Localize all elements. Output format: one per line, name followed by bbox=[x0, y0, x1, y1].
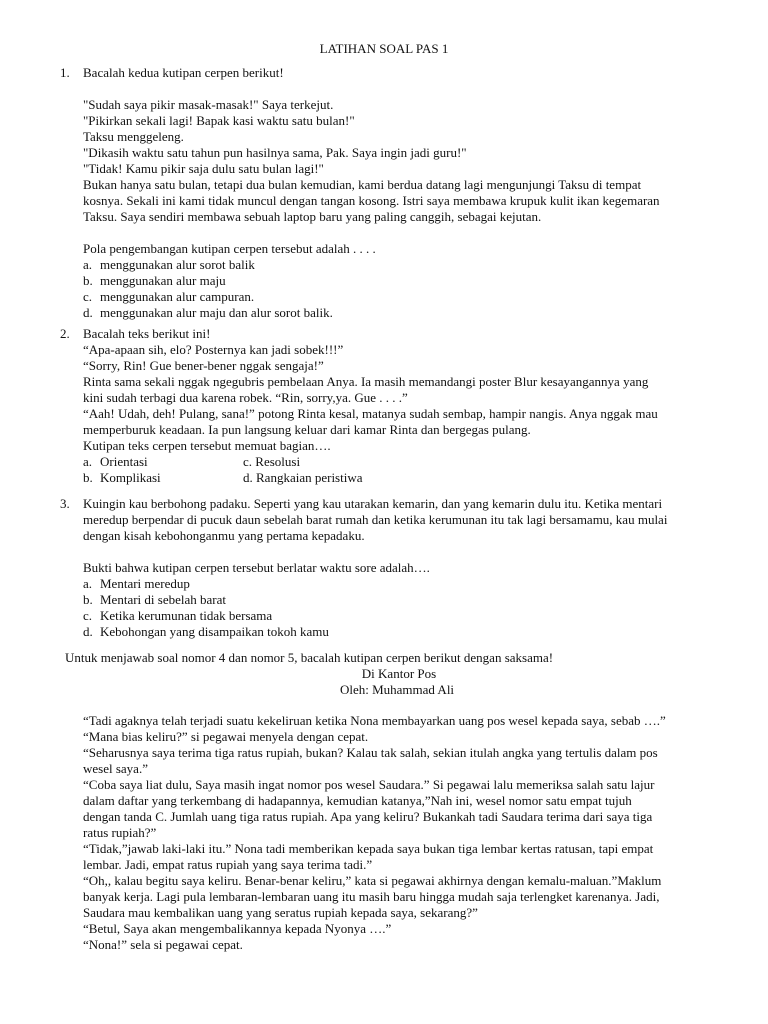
question-prompt: Kutipan teks cerpen tersebut memuat bagian…. bbox=[83, 438, 331, 453]
question-number: 2. bbox=[60, 326, 70, 341]
excerpt-line: "Pikirkan sekali lagi! Bapak kasi waktu satu bulan!" bbox=[83, 113, 355, 128]
answer-option: b. menggunakan alur maju bbox=[83, 273, 226, 288]
story-line: ratus rupiah?” bbox=[83, 825, 157, 840]
story-line: Saudara mau kembalikan uang yang seratus rupiah kepada saya, sekarang?” bbox=[83, 905, 478, 920]
excerpt-line: dengan kisah kebohonganmu yang pertama kepadaku. bbox=[83, 528, 365, 543]
answer-option-row: a. Orientasi c. Resolusi bbox=[83, 454, 301, 469]
story-line: “Betul, Saya akan mengembalikannya kepada Nyonya ….” bbox=[83, 921, 392, 936]
excerpt-line: "Dikasih waktu satu tahun pun hasilnya sama, Pak. Saya ingin jadi guru!" bbox=[83, 145, 467, 160]
story-line: “Coba saya liat dulu, Saya masih ingat nomor pos wesel Saudara.” Si pegawai lalu memeriksa salah satu lajur bbox=[83, 777, 655, 792]
question-intro: Bacalah kedua kutipan cerpen berikut! bbox=[83, 65, 284, 80]
story-line: dalam daftar yang terkembang di hadapannya, kemudian katanya,”Nah ini, wesel nomor satu empat tujuh bbox=[83, 793, 632, 808]
question-1 bbox=[60, 65, 740, 321]
excerpt-line: “Sorry, Rin! Gue bener-bener nggak sengaja!” bbox=[83, 358, 324, 373]
question-number: 1. bbox=[60, 65, 70, 80]
story-line: wesel saya.” bbox=[83, 761, 148, 776]
answer-option: d. menggunakan alur maju dan alur sorot balik. bbox=[83, 305, 333, 320]
instruction-text: Untuk menjawab soal nomor 4 dan nomor 5, bacalah kutipan cerpen berikut dengan saksama! bbox=[65, 650, 554, 665]
answer-option: c. Ketika kerumunan tidak bersama bbox=[83, 608, 273, 623]
answer-option: a. menggunakan alur sorot balik bbox=[83, 257, 255, 272]
excerpt-line: “Aah! Udah, deh! Pulang, sana!” potong Rinta kesal, matanya sudah sembap, hampir nangis. Anya nggak mau bbox=[83, 406, 658, 421]
excerpt-line: kini sudah terbagi dua karena robek. “Rin, sorry,ya. Gue . . . .” bbox=[83, 390, 408, 405]
excerpt-line: Taksu. Saya sendiri membawa sebuah laptop baru yang paling canggih, sebagai kejutan. bbox=[83, 209, 542, 224]
story-title: Di Kantor Pos bbox=[361, 666, 437, 681]
excerpt-line: memperburuk keadaan. Ia pun langsung keluar dari kamar Rinta dan bergegas pulang. bbox=[83, 422, 531, 437]
excerpt-line: kosnya. Sekali ini kami tidak muncul dengan tangan kosong. Istri saya membawa krupuk kulit ikan kegemaran bbox=[83, 193, 660, 208]
question-number: 3. bbox=[60, 496, 70, 511]
story-line: banyak kerja. Lagi pula lembaran-lembaran uang itu masih baru hingga mudah saja terlengket karenanya. Jadi, bbox=[83, 889, 660, 904]
question-2 bbox=[60, 326, 740, 486]
story-line: “Nona!” sela si pegawai cepat. bbox=[83, 937, 243, 952]
answer-option: c. menggunakan alur campuran. bbox=[83, 289, 255, 304]
story-line: “Tidak,”jawab laki-laki itu.” Nona tadi memberikan kepada saya bukan tiga lembar kertas ratusan, tapi empat bbox=[83, 841, 654, 856]
answer-option: d. Kebohongan yang disampaikan tokoh kamu bbox=[83, 624, 329, 639]
excerpt-line: "Sudah saya pikir masak-masak!" Saya terkejut. bbox=[83, 97, 334, 112]
excerpt-line: Taksu menggeleng. bbox=[83, 129, 184, 144]
story-line: dengan tanda C. Jumlah uang tiga ratus rupiah. Apa yang keliru? Bukankah tadi Saudara terima dari saya tiga bbox=[83, 809, 653, 824]
question-intro: Bacalah teks berikut ini! bbox=[83, 326, 211, 341]
story-line: “Seharusnya saya terima tiga ratus rupiah, bukan? Kalau tak salah, sekian itulah angka yang tertulis dalam pos bbox=[83, 745, 658, 760]
excerpt-line: “Apa-apaan sih, elo? Posternya kan jadi sobek!!!” bbox=[83, 342, 344, 357]
story-line: lembar. Jadi, empat ratus rupiah yang saya terima tadi.” bbox=[83, 857, 373, 872]
question-3 bbox=[60, 496, 740, 640]
answer-option: b. Mentari di sebelah barat bbox=[83, 592, 226, 607]
story-section-header bbox=[0, 650, 768, 698]
excerpt-line: Kuingin kau berbohong padaku. Seperti yang kau utarakan kemarin, dan yang kemarin dulu itu. Ketika mentari bbox=[83, 496, 663, 511]
excerpt-line: meredup berpendar di pucuk daun sebelah barat rumah dan ketika kerumunan itu tak lagi bersamamu, kau mulai bbox=[83, 512, 668, 527]
story-line: “Mana bias keliru?” si pegawai menyela dengan cepat. bbox=[83, 729, 369, 744]
story-line: “Tadi agaknya telah terjadi suatu kekeliruan ketika Nona membayarkan uang pos wesel kepada saya, sebab ….” bbox=[83, 713, 666, 728]
excerpt-line: Rinta sama sekali nggak ngegubris pembelaan Anya. Ia masih memandangi poster Blur kesayangannya yang bbox=[83, 374, 649, 389]
story-line: “Oh,, kalau begitu saya keliru. Benar-benar keliru,” kata si pegawai akhirnya dengan kemalu-maluan.”Maklum bbox=[83, 873, 662, 888]
question-prompt: Bukti bahwa kutipan cerpen tersebut berlatar waktu sore adalah…. bbox=[83, 560, 430, 575]
answer-option: a. Mentari meredup bbox=[83, 576, 190, 591]
excerpt-line: "Tidak! Kamu pikir saja dulu satu bulan lagi!" bbox=[83, 161, 324, 176]
answer-option-row: b. Komplikasi d. Rangkaian peristiwa bbox=[83, 470, 363, 485]
question-prompt: Pola pengembangan kutipan cerpen tersebut adalah . . . . bbox=[83, 241, 376, 256]
page-title: LATIHAN SOAL PAS 1 bbox=[319, 41, 449, 56]
story-text bbox=[83, 713, 743, 953]
story-author: Oleh: Muhammad Ali bbox=[339, 682, 455, 697]
excerpt-line: Bukan hanya satu bulan, tetapi dua bulan kemudian, kami berdua datang lagi mengunjungi Taksu di tempat bbox=[83, 177, 642, 192]
